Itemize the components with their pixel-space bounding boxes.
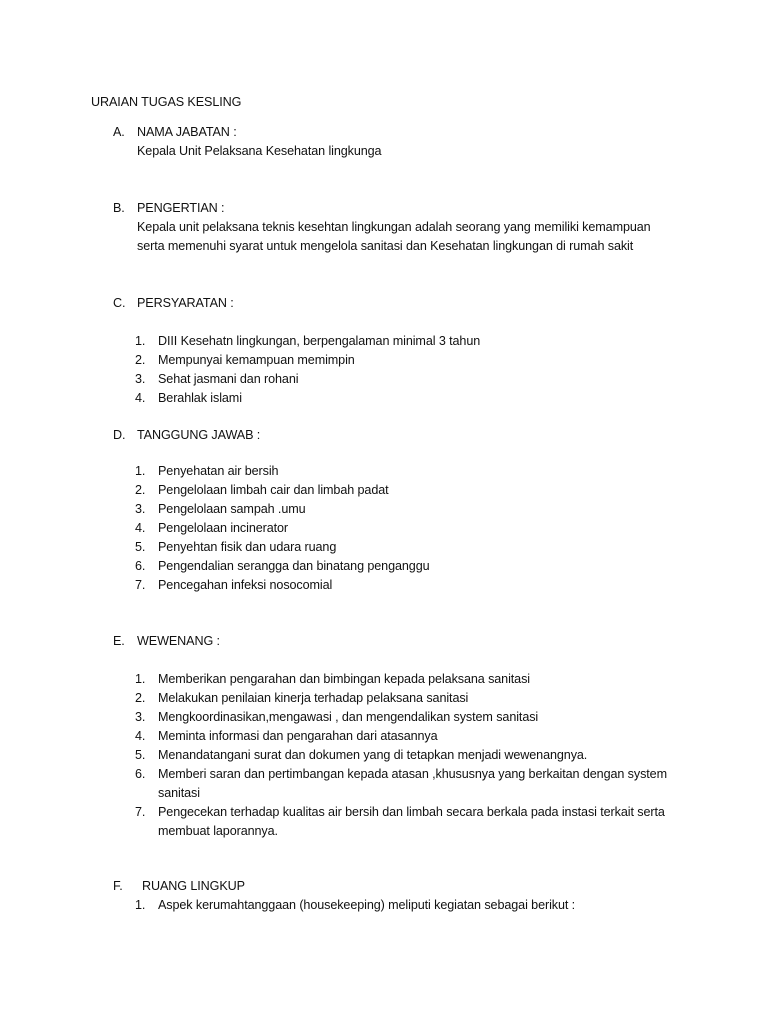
list-item bbox=[135, 896, 575, 915]
list-item-number: 4. bbox=[135, 521, 146, 535]
list-item bbox=[135, 557, 430, 576]
section-c-heading: PERSYARATAN : bbox=[137, 296, 234, 310]
section-d-heading: TANGGUNG JAWAB : bbox=[137, 428, 261, 442]
list-item-number: 2. bbox=[135, 691, 146, 705]
list-item bbox=[135, 370, 480, 389]
list-item-text: Mempunyai kemampuan memimpin bbox=[158, 353, 355, 367]
document-title: URAIAN TUGAS KESLING bbox=[91, 95, 242, 109]
list-item-text: Pengelolaan limbah cair dan limbah padat bbox=[158, 483, 389, 497]
list-item bbox=[135, 389, 480, 408]
list-item-number: 2. bbox=[135, 483, 146, 497]
list-item-number: 1. bbox=[135, 898, 146, 912]
list-item-text: Memberikan pengarahan dan bimbingan kepada pelaksana sanitasi bbox=[158, 672, 530, 686]
list-item-text: Aspek kerumahtanggaan (housekeeping) meliputi kegiatan sebagai berikut : bbox=[158, 898, 576, 912]
list-item bbox=[135, 708, 688, 727]
section-e-list bbox=[135, 670, 688, 841]
section-c-list bbox=[135, 332, 480, 408]
list-item-text: Penyehtan fisik dan udara ruang bbox=[158, 540, 337, 554]
list-item-text: Menandatangani surat dan dokumen yang di tetapkan menjadi wewenangnya. bbox=[158, 748, 588, 762]
list-item-text: Pengelolaan sampah .umu bbox=[158, 502, 306, 516]
section-a-heading: NAMA JABATAN : bbox=[137, 125, 237, 139]
list-item bbox=[135, 462, 430, 481]
list-item-text: DIII Kesehatn lingkungan, berpengalaman minimal 3 tahun bbox=[158, 334, 481, 348]
list-item-text: Mengkoordinasikan,mengawasi , dan mengendalikan system sanitasi bbox=[158, 710, 539, 724]
list-item-number: 7. bbox=[135, 578, 146, 592]
list-item-number: 4. bbox=[135, 729, 146, 743]
list-item-text: Berahlak islami bbox=[158, 391, 242, 405]
section-e-heading: WEWENANG : bbox=[137, 634, 220, 648]
list-item bbox=[135, 332, 480, 351]
section-f-heading: RUANG LINGKUP bbox=[142, 879, 245, 893]
list-item-text: Meminta informasi dan pengarahan dari atasannya bbox=[158, 729, 438, 743]
section-e-letter: E. bbox=[113, 634, 125, 648]
section-b-heading: PENGERTIAN : bbox=[137, 201, 225, 215]
list-item bbox=[135, 500, 430, 519]
list-item-number: 3. bbox=[135, 502, 146, 516]
list-item-number: 3. bbox=[135, 710, 146, 724]
list-item-number: 5. bbox=[135, 748, 146, 762]
list-item bbox=[135, 670, 688, 689]
list-item bbox=[135, 576, 430, 595]
list-item bbox=[135, 803, 688, 841]
section-b-line-2: serta memenuhi syarat untuk mengelola sanitasi dan Kesehatan lingkungan di rumah sakit bbox=[137, 239, 634, 253]
list-item-number: 1. bbox=[135, 334, 146, 348]
list-item bbox=[135, 519, 430, 538]
section-b-letter: B. bbox=[113, 201, 125, 215]
section-d-letter: D. bbox=[113, 428, 126, 442]
list-item-number: 4. bbox=[135, 391, 146, 405]
list-item-number: 7. bbox=[135, 805, 146, 819]
list-item-number: 3. bbox=[135, 372, 146, 386]
list-item-number: 1. bbox=[135, 672, 146, 686]
list-item bbox=[135, 746, 688, 765]
list-item-text: Pencegahan infeksi nosocomial bbox=[158, 578, 333, 592]
list-item-text: Melakukan penilaian kinerja terhadap pelaksana sanitasi bbox=[158, 691, 469, 705]
list-item-number: 5. bbox=[135, 540, 146, 554]
list-item-text: Pengelolaan incinerator bbox=[158, 521, 289, 535]
list-item bbox=[135, 727, 688, 746]
section-d-list bbox=[135, 462, 430, 595]
list-item-text: Penyehatan air bersih bbox=[158, 464, 279, 478]
list-item-number: 6. bbox=[135, 559, 146, 573]
section-a-text: Kepala Unit Pelaksana Kesehatan lingkunga bbox=[137, 144, 382, 158]
list-item-text: Pengecekan terhadap kualitas air bersih dan limbah secara berkala pada instasi terkait serta membuat laporannya. bbox=[158, 805, 665, 838]
section-c-letter: C. bbox=[113, 296, 126, 310]
section-f-list bbox=[135, 896, 575, 915]
list-item-number: 2. bbox=[135, 353, 146, 367]
section-b-line-1: Kepala unit pelaksana teknis kesehtan lingkungan adalah seorang yang memiliki kemampuan bbox=[137, 220, 651, 234]
list-item bbox=[135, 351, 480, 370]
list-item-text: Sehat jasmani dan rohani bbox=[158, 372, 299, 386]
list-item bbox=[135, 765, 688, 803]
list-item bbox=[135, 538, 430, 557]
list-item-text: Memberi saran dan pertimbangan kepada atasan ,khususnya yang berkaitan dengan system sanitasi bbox=[158, 767, 667, 800]
section-f-letter: F. bbox=[113, 879, 123, 893]
list-item bbox=[135, 689, 688, 708]
section-a-letter: A. bbox=[113, 125, 125, 139]
list-item-text: Pengendalian serangga dan binatang penganggu bbox=[158, 559, 430, 573]
list-item-number: 6. bbox=[135, 767, 146, 781]
list-item bbox=[135, 481, 430, 500]
list-item-number: 1. bbox=[135, 464, 146, 478]
